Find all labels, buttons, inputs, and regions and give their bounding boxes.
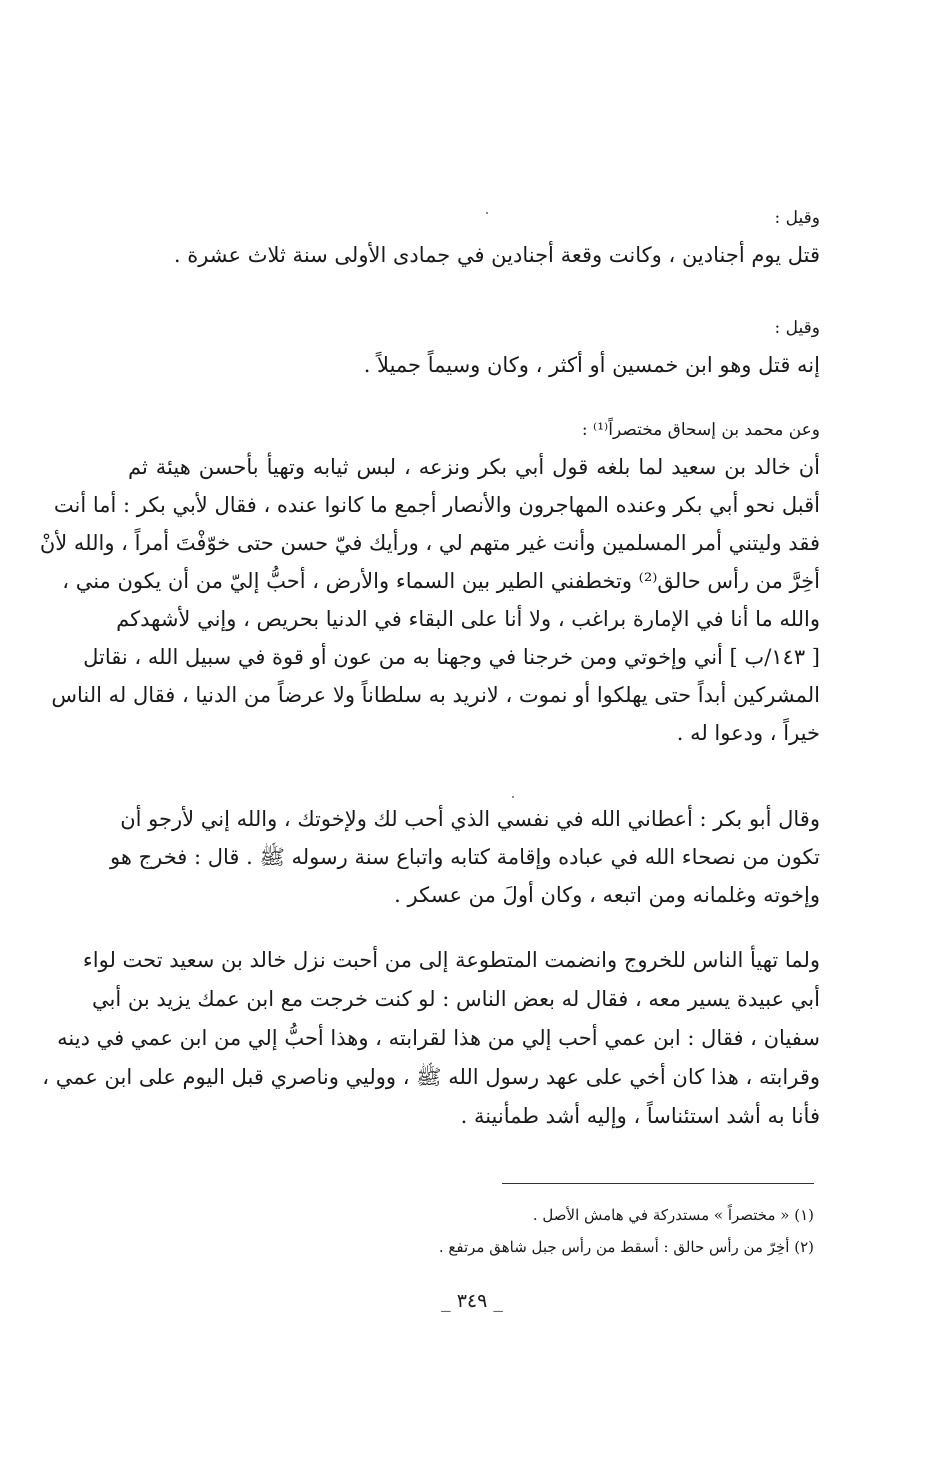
footnote-2: (٢) أخِرّ من رأس حالق : أسقط من رأس جبل شاهق مرتفع . [438, 1238, 814, 1256]
block2-text: إنه قتل وهو ابن خمسين أو أكثر ، وكان وسيماً جميلاً . [363, 353, 820, 377]
block3-line-1: أن خالد بن سعيد لما بلغه قول أبي بكر ونزعه ، لبس ثيابه وتهيأ بأحسن هيئة ثم [128, 455, 820, 479]
block3-line-5: والله ما أنا في الإمارة براغب ، ولا أنا على البقاء في الدنيا بحريص ، وإني لأشهدكم [116, 607, 820, 631]
block1-text: قتل يوم أجنادين ، وكانت وقعة أجنادين في جمادى الأولى سنة ثلاث عشرة . [173, 243, 820, 267]
block3-line-7: المشركين أبداً حتى يهلكوا أو نموت ، لانريد به سلطاناً ولا عرضاً من الدنيا ، فقال له الناس [51, 683, 820, 707]
block5-line-5: فأنا به أشد استئناساً ، وإليه أشد طمأنينة . [460, 1104, 820, 1128]
block3-line-2: أقبل نحو أبي بكر وعنده المهاجرون والأنصار أجمع ما كانوا عنده ، فقال لأبي بكر : أما أنت [53, 493, 820, 517]
block5-line-1: ولما تهيأ الناس للخروج وانضمت المتطوعة إلى من أحبت نزل خالد بن سعيد تحت لواء [82, 948, 820, 972]
block4-line-3: وإخوته وغلمانه ومن اتبعه ، وكان أولَ من عسكر . [394, 883, 820, 907]
footnote-separator [502, 1183, 814, 1184]
block5-line-2: أبي عبيدة يسير معه ، فقال له بعض الناس : لو كنت خرجت مع ابن عمك يزيد بن أبي [92, 987, 820, 1011]
page-number: _ ٣٤٩ _ [441, 1290, 503, 1312]
block4-line-1: وقال أبو بكر : أعطاني الله في نفسي الذي أحب لك ولإخوتك ، والله إني لأرجو أن [120, 807, 820, 831]
block5-line-3: سفيان ، فقال : ابن عمي أحب إلي من هذا لقرابته ، وهذا أحبُّ إلي من ابن عمي في دينه [57, 1026, 820, 1050]
block3-line-6: [ ١٤٣/ب ] أني وإخوتي ومن خرجنا في وجهنا به من عون أو قوة في سبيل الله ، نقاتل [83, 645, 820, 669]
block2-label: وقيل : [774, 318, 820, 338]
block1-label: وقيل : [774, 208, 820, 228]
block3-label: وعن محمد بن إسحاق مختصراً⁽¹⁾ : [581, 420, 820, 440]
block5-line-4: وقرابته ، هذا كان أخي على عهد رسول الله ﷺ ، ووليي وناصري قبل اليوم على ابن عمي ، [42, 1065, 820, 1089]
block3-line-8: خيراً ، ودعوا له . [676, 721, 820, 745]
footnote-1: (١) « مختصراً » مستدركة في هامش الأصل . [532, 1206, 814, 1224]
scan-speck [512, 796, 514, 798]
block3-line-3: فقد وليتني أمر المسلمين وأنت غير متهم لي ، ورأيك فيّ حسن حتى خوّفْتَ أمراً ، والله لأنْ [39, 531, 820, 555]
scan-speck [486, 212, 488, 214]
block4-line-2: تكون من نصحاء الله في عباده وإقامة كتابه واتباع سنة رسوله ﷺ . قال : فخرج هو [110, 845, 820, 869]
block3-line-4: أخِرَّ من رأس حالق⁽²⁾ وتخطفني الطير بين السماء والأرض ، أحبُّ إليّ من أن يكون مني ، [62, 569, 820, 593]
